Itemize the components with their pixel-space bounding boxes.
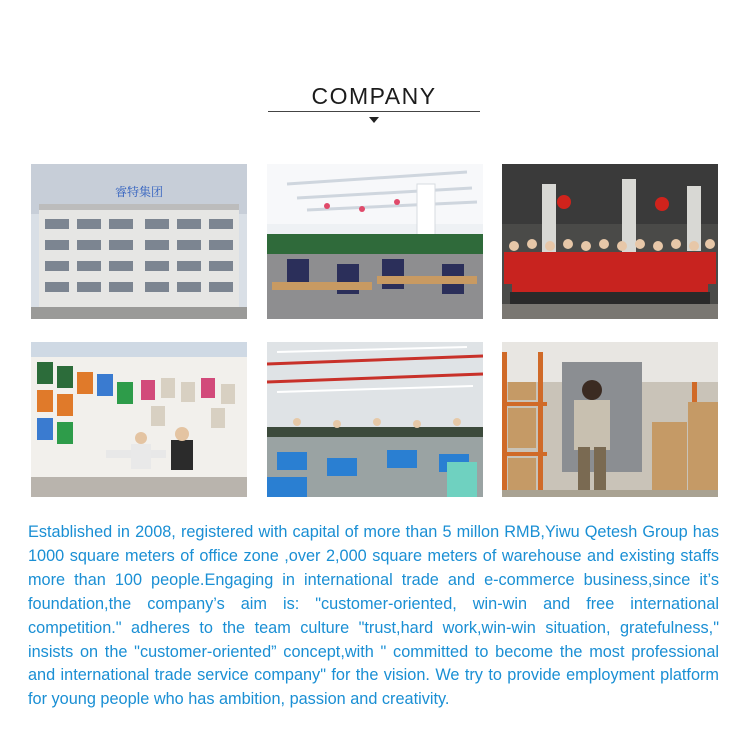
- section-heading: [268, 82, 480, 110]
- heading-divider: [268, 111, 480, 112]
- building-sign: 睿特集团: [114, 185, 164, 199]
- team-group-photo: [502, 164, 718, 319]
- company-introduction: Established in 2008, registered with capital of more than 5 millon RMB,Yiwu Qetesh Group has 1000 square meters of office zone ,over 2,000 square meters of warehouse and existing staffs more than 100 people.Engaging in international trade and e-commerce business,since it’s foundation,the company’s aim is: "customer-oriented, win-win and free international competition." adheres to the team culture "trust,hard work,win-win situation, gratefulness," insists on the "customer-oriented” concept,with " committed to become the most professional and international trade service company" for the vision. We try to provide employment platform for young people who has ambition, passion and creativity.: [28, 523, 719, 709]
- office-workspace-photo: [267, 164, 483, 319]
- page-title: COMPANY: [311, 83, 437, 109]
- trade-fair-booth-photo: [31, 342, 247, 497]
- headquarters-building-photo: [31, 164, 247, 319]
- warehouse-photo: [502, 342, 718, 497]
- caret-down-icon: [369, 117, 379, 123]
- production-workshop-photo: [267, 342, 483, 497]
